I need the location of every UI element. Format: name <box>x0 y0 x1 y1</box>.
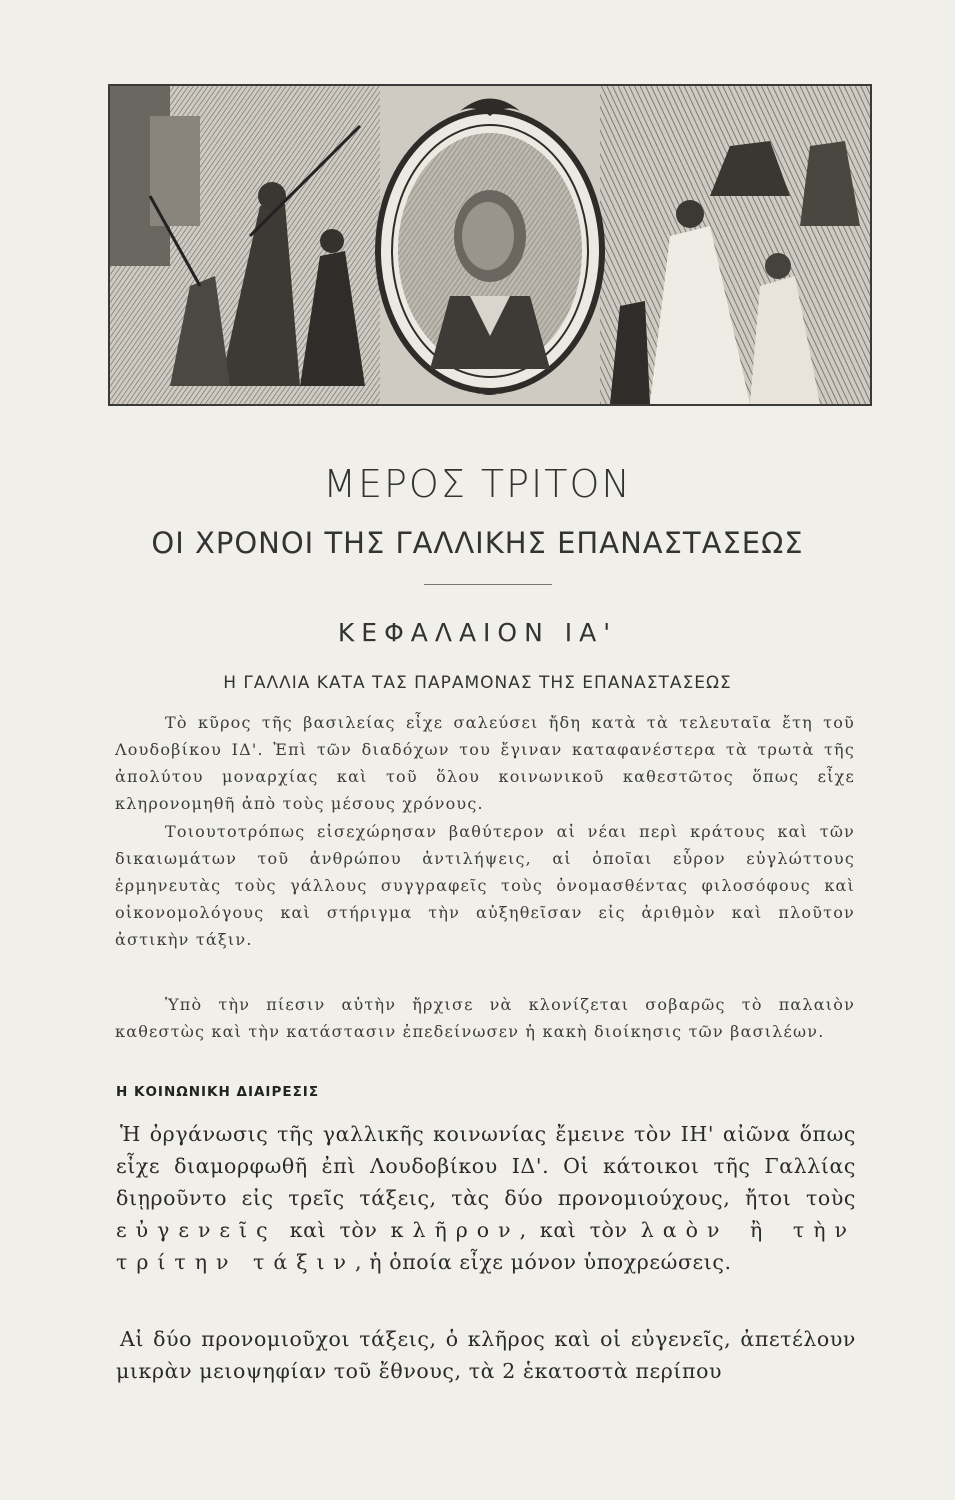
paragraph-text: Τοιουτοτρόπως εἰσεχώρησαν βαθύτερον αἱ νέαι περὶ κράτους καὶ τῶν δικαιωμάτων τοῦ ἀνθρώπου ἀντιλήψεις, αἱ ὁποῖαι εὗρον εὐγλώττους ἑρμηνευτὰς τοὺς γάλλους συγγραφεῖς τοὺς ὀνομασθέντας φιλοσόφους καὶ οἰκονομολόγους καὶ στήριγμα τὴν αὐξηθεῖσαν εἰς ἀριθμὸν καὶ πλοῦτον ἀστικὴν τάξιν. <box>115 822 855 949</box>
paragraph-text: Τὸ κῦρος τῆς βασιλείας εἶχε σαλεύσει ἤδη κατὰ τὰ τελευταῖα ἔτη τοῦ Λουδοβίκου ΙΔ'. Ἐπὶ τῶν διαδόχων του ἔγιναν καταφανέστερα τὰ τρωτὰ τῆς ἀπολύτου μοναρχίας καὶ τοῦ ὅλου κοινωνικοῦ καθεστῶτος ὅπως εἶχε κληρονομηθῆ ἀπὸ τοὺς μέσους χρόνους. <box>115 713 855 813</box>
emphasis-third-estate: λαὸν ἢ τὴν τρίτην τάξιν <box>116 1218 857 1274</box>
paragraph-text: , καὶ τὸν <box>519 1218 641 1242</box>
divider <box>424 584 552 585</box>
paragraph-text: , ἡ ὁποία εἶχε μόνον ὑποχρεώσεις. <box>355 1250 732 1274</box>
section-paragraph-1 <box>116 1118 856 1278</box>
paragraph-text: καὶ τὸν <box>276 1218 391 1242</box>
engraving-illustration <box>108 84 872 406</box>
paragraph-text: Ἡ ὀργάνωσις τῆς γαλλικῆς κοινωνίας ἔμεινε τὸν ΙΗ' αἰῶνα ὅπως εἶχε διαμορφωθῆ ἐπὶ Λουδοβίκου ΙΔ'. Οἱ κάτοικοι τῆς Γαλλίας διῃροῦντο εἰς τρεῖς τάξεις, τὰς δύο προνομιούχους, ἤτοι τοὺς <box>116 1122 856 1210</box>
part-subtitle: ΟΙ ΧΡΟΝΟΙ ΤΗΣ ΓΑΛΛΙΚΗΣ ΕΠΑΝΑΣΤΑΣΕΩΣ <box>151 526 804 560</box>
paragraph-text: Αἱ δύο προνομιοῦχοι τάξεις, ὁ κλῆρος καὶ οἱ εὐγενεῖς, ἀπετέλουν μικρὰν μειοψηφίαν τοῦ ἔθνους, τὰ 2 ἑκατοστὰ περίπου <box>116 1327 856 1383</box>
chapter-title: Η ΓΑΛΛΙΑ ΚΑΤΑ ΤΑΣ ΠΑΡΑΜΟΝΑΣ ΤΗΣ ΕΠΑΝΑΣΤΑΣΕΩΣ <box>223 673 732 693</box>
intro-paragraph-3 <box>115 991 855 1045</box>
part-title: ΜΕΡΟΣ ΤΡΙΤΟΝ <box>323 462 632 506</box>
section-heading: Η ΚΟΙΝΩΝΙΚΗ ΔΙΑΙΡΕΣΙΣ <box>116 1084 320 1100</box>
chapter-label: ΚΕΦΑΛΑΙΟΝ ΙΑ' <box>337 618 618 647</box>
emphasis-nobles: εὐγενεῖς <box>116 1218 277 1242</box>
intro-paragraph-1 <box>115 709 855 817</box>
paragraph-text: Ὑπὸ τὴν πίεσιν αὐτὴν ἤρχισε νὰ κλονίζεται σοβαρῶς τὸ παλαιὸν καθεστὼς καὶ τὴν κατάστασιν ἐπεδείνωσεν ἡ κακὴ διοίκησις τῶν βασιλέων. <box>115 995 855 1041</box>
emphasis-clergy: κλῆρον <box>390 1218 520 1242</box>
section-paragraph-2 <box>116 1323 856 1387</box>
engraving-portrait-with-crowd-scene-icon <box>110 86 870 404</box>
intro-paragraph-2 <box>115 818 855 953</box>
